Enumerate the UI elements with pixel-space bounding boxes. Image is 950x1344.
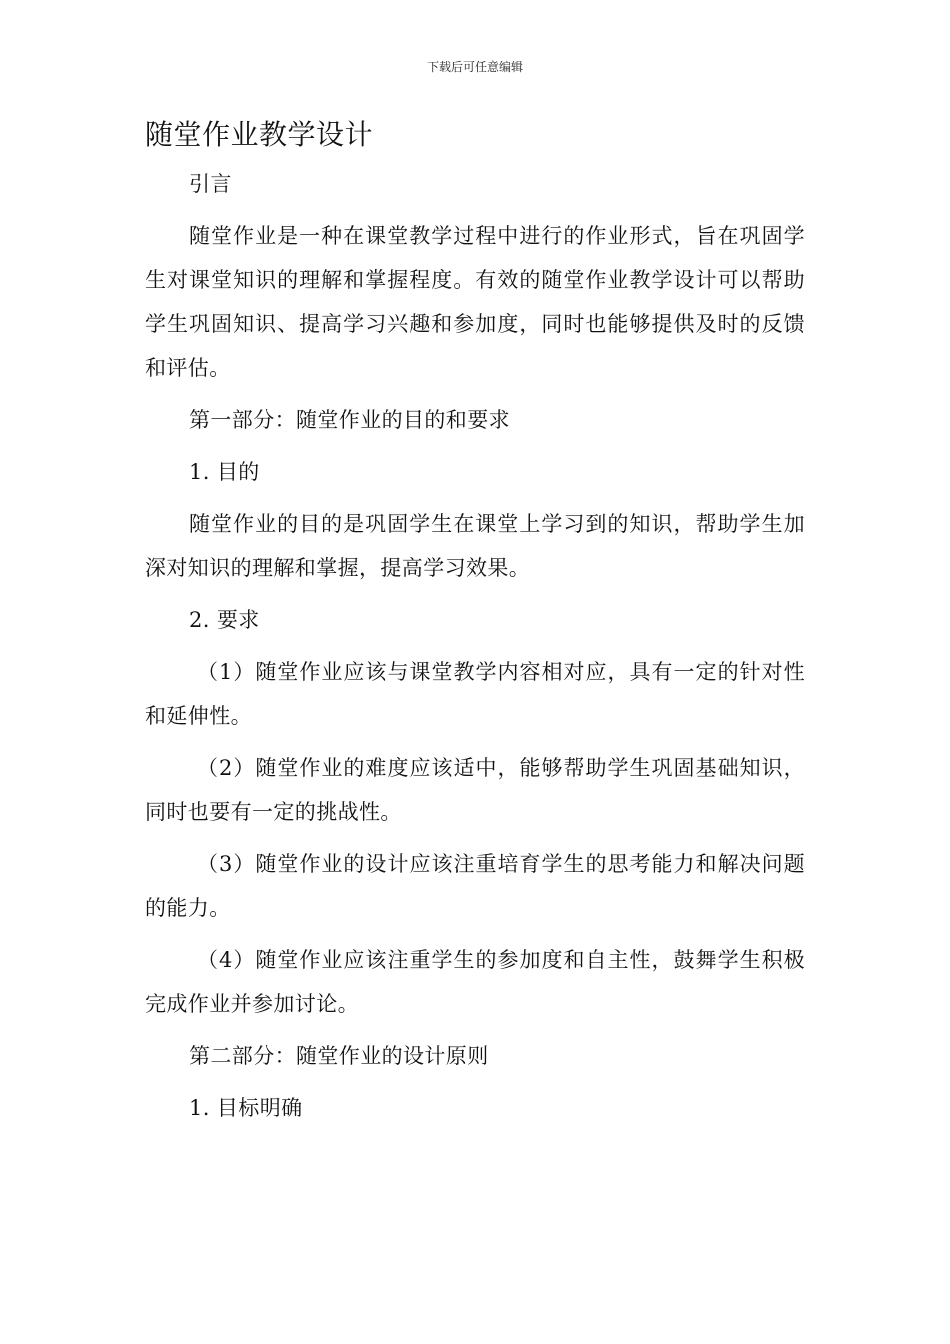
part1-item-requirements: 2. 要求 [189,608,260,632]
requirement-1: （1）随堂作业应该与课堂教学内容相对应，具有一定的针对性和延伸性。 [145,660,805,728]
part1-purpose-text: 随堂作业的目的是巩固学生在课堂上学习到的知识，帮助学生加深对知识的理解和掌握，提高学习效果。 [145,512,805,580]
intro-heading: 引言 [189,172,232,196]
document-title: 随堂作业教学设计 [145,118,374,151]
intro-paragraph: 随堂作业是一种在课堂教学过程中进行的作业形式，旨在巩固学生对课堂知识的理解和掌握程度。有效的随堂作业教学设计可以帮助学生巩固知识、提高学习兴趣和参加度，同时也能够提供及时的反馈和评估。 [145,224,805,380]
part2-item-clear-goal: 1. 目标明确 [189,1096,303,1120]
part1-item-purpose: 1. 目的 [189,460,260,484]
document-body [145,112,805,1138]
header-note: 下载后可任意编辑 [426,60,523,74]
part1-heading: 第一部分：随堂作业的目的和要求 [189,408,510,432]
part2-heading: 第二部分：随堂作业的设计原则 [189,1044,489,1068]
requirement-2: （2）随堂作业的难度应该适中，能够帮助学生巩固基础知识，同时也要有一定的挑战性。 [145,756,805,824]
requirement-4: （4）随堂作业应该注重学生的参加度和自主性，鼓舞学生积极完成作业并参加讨论。 [145,948,805,1016]
requirement-3: （3）随堂作业的设计应该注重培育学生的思考能力和解决问题的能力。 [145,852,805,920]
